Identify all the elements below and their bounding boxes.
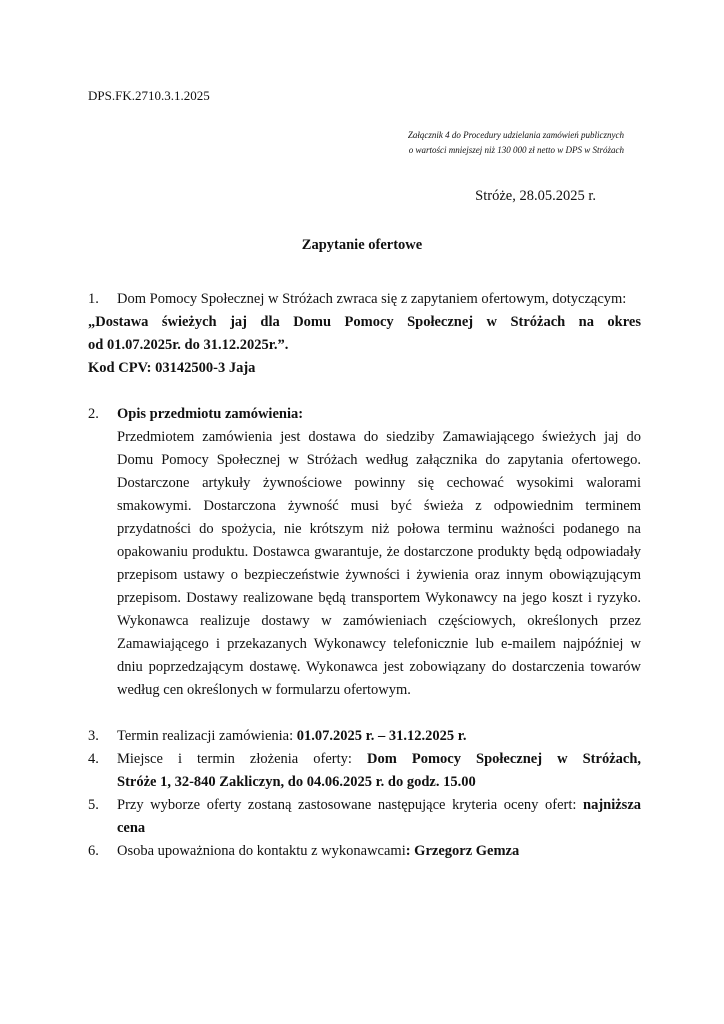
item-content [117,794,641,840]
document-date: Stróże, 28.05.2025 r. [475,188,596,204]
item-content [117,288,641,311]
item-content [117,725,641,748]
criteria-label: Przy wyborze oferty zostaną zastosowane następujące kryteria oceny ofert: [117,797,583,813]
list-item-2 [88,403,641,702]
description-text: Przedmiotem zamówienia jest dostawa do siedziby Zamawiającego świeżych jaj do Domu Pomocy Społecznej w Stróżach według załącznika do zapytania ofertowego. Dostarczone artykuły żywnościowe powinny się cechować wysokimi walorami smakowymi. Dostarczona żywność musi być świeża z odpowiednim terminem przydatności do spożycia, nie krótszym niż połowa terminu ważności podanego na opakowaniu produktu. Dostawca gwarantuje, że dostarczone produkty będą odpowiadały przepisom ustawy o bezpieczeństwie żywności i żywienia oraz innym obowiązującym przepisom. Dostawy realizowane będą transportem Wykonawcy na jego koszt i ryzyko. Wykonawca realizuje dostawy w zamówieniach częściowych, określonych przez Zamawiającego i przekazanych Wykonawcy telefonicznie lub e-mailem najpóźniej w dniu poprzedzającym dostawę. Wykonawca jest zobowiązany do dostarczenia towarów według cen określonych w formularzu ofertowym. [117,429,641,698]
contact-value: : Grzegorz Gemza [405,843,520,859]
document-body [88,288,641,863]
item-number: 4. [88,751,99,767]
item-number: 5. [88,797,99,813]
subject-line2: od 01.07.2025r. do 31.12.2025r.”. [88,337,289,353]
place-value-line1: Dom Pomocy Społecznej w Stróżach, [366,751,642,767]
item-content [117,748,641,794]
cpv-code: Kod CPV: 03142500-3 Jaja [88,360,256,376]
list-item-5 [88,794,641,840]
intro-text: Dom Pomocy Społecznej w Stróżach zwraca się z zapytaniem ofertowym, dotyczącym: [117,291,627,307]
term-label: Termin realizacji zamówienia: [117,728,297,744]
place-label: Miejsce i termin złożenia oferty: [117,751,367,767]
term-value: 01.07.2025 r. – 31.12.2025 r. [296,728,467,744]
document-reference: DPS.FK.2710.3.1.2025 [88,88,210,103]
item-content [117,403,641,702]
subject-block [88,311,641,380]
item-number: 1. [88,291,99,307]
item-number: 6. [88,843,99,859]
list-item-6 [88,840,641,863]
list-item-4 [88,748,641,794]
list-item-3 [88,725,641,748]
place-line1 [117,748,641,771]
attachment-note-line2: o wartości mniejszej niż 130 000 zł netto w DPS w Stróżach [408,145,624,155]
contact-label: Osoba upoważniona do kontaktu z wykonawcami [117,843,406,859]
criteria-value: najniższa cena [117,797,641,836]
attachment-note-line1: Załącznik 4 do Procedury udzielania zamówień publicznych [407,130,624,140]
item-content [117,840,641,863]
item-number: 3. [88,728,99,744]
document-title: Zapytanie ofertowe [301,237,423,253]
list-item-1 [88,288,641,311]
attachment-note [408,128,624,158]
place-line2: Stróże 1, 32-840 Zakliczyn, do 04.06.2025 r. do godz. 15.00 [117,774,476,790]
item-number: 2. [88,406,99,422]
section-heading: Opis przedmiotu zamówienia: [117,406,304,422]
subject-line1: „Dostawa świeżych jaj dla Domu Pomocy Społecznej w Stróżach na okres [88,314,641,330]
